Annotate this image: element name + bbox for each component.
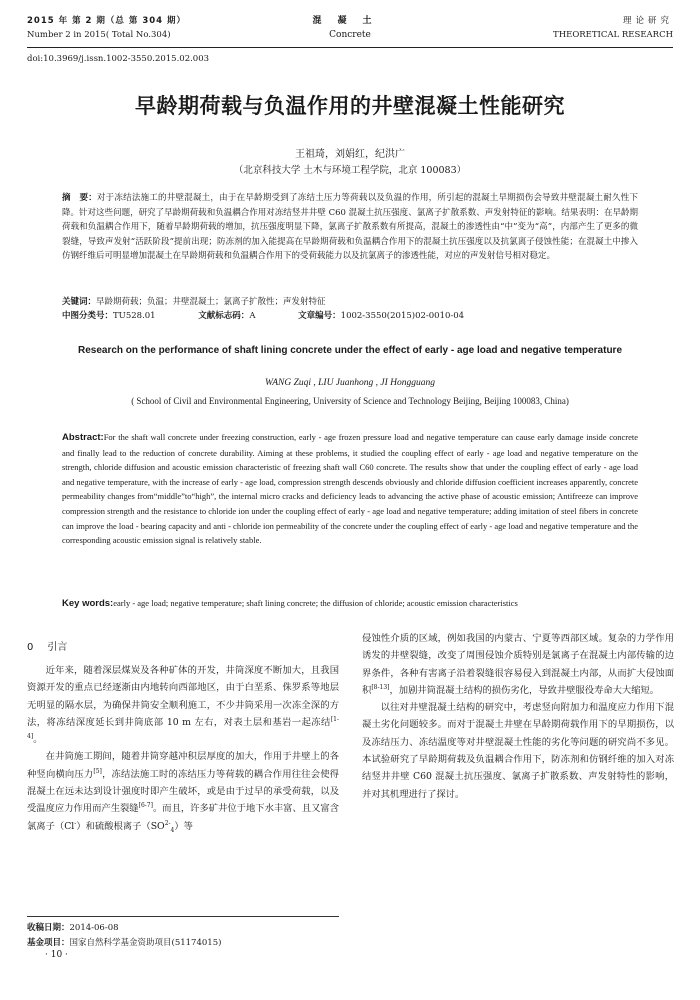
paper-title-en: Research on the performance of shaft lining concrete under the effect of early - age load and negative temperature (77, 345, 623, 356)
header-section-en: THEORETICAL RESEARCH (553, 30, 673, 40)
keywords-en (62, 596, 660, 611)
abstract-cn-label: 摘 要： (62, 193, 97, 203)
body-paragraph-1: 近年来，随着深层煤炭及各种矿体的开发，井筒深度不断加大，且我国资源开发的重点已经逐渐由内地转向西部地区，由于白垩系、侏罗系等地层无明显的隔水层，为确保井筒安全顺利施工，不少井筒采用一次冻全深的方法，将冻结深度延长到井筒底部 10 m 左右，对表土层和基岩一起冻结[1-4]。 (27, 665, 339, 746)
citation: [8-13] (371, 683, 390, 691)
header-issue-cn: 2015 年 第 2 期（总 第 304 期） (27, 16, 187, 26)
affiliation: （北京科技大学 土木与环境工程学院，北京 100083） (233, 165, 467, 176)
body-paragraph-4: 以往对井壁混凝土结构的研究中，考虑竖向附加力和温度应力作用下混凝土劣化问题较多。而对于混凝土井壁在早龄期荷载作用下的早期损伤，以及冻结压力、冻结温度等对井壁混凝土性能的劣化等问题的研究尚不多见。本试验研究了早龄期荷载及负温耦合作用下，防冻剂和仿钢纤维的加入对冻结竖井井壁 C60 混凝土抗压强度、氯离子扩散系数、声发射特性的影响，并对其机理进行了探讨。 (362, 702, 674, 800)
section-title: 引言 (47, 642, 68, 653)
body-column-left (27, 630, 339, 835)
abstract-cn-text: 对于冻结法施工的井壁混凝土，由于在早龄期受到了冻结土压力等荷载以及负温的作用，所引起的混凝土早期损伤会导致井壁混凝土耐久性下降。针对这些问题，研究了早龄期荷载和负温耦合作用对冻结竖井井壁 C60 混凝土抗压强度、氯离子扩散系数、声发射特征的影响。结果表明：在早龄期荷载和负温耦合作用下，随着早龄期荷载的增加，抗压强度明显下降，氯离子扩散系数有所提高，混凝土的渗透性由“中”变为“高”，内部产生了更多的微裂缝，导致声发射“活跃阶段”提前出现；防冻剂的加入能提高在早龄期荷载和负温耦合作用下的混凝土抗压强度以及抗氯离子侵蚀性能；在混凝土中掺入仿钢纤维后可明显增加混凝土在早龄期荷载和负温耦合作用下的受荷载能力以及抗氯离子的渗透性能，对应的声发射信号相对稳定。 (62, 193, 638, 262)
header-section (553, 14, 673, 42)
abstract-en-label: Abstract: (62, 432, 104, 443)
section-number: 0 (27, 642, 34, 653)
received-date: 收稿日期：2014-06-08 (27, 923, 119, 933)
fund-info: 基金项目：国家自然科学基金资助项目(51174015) (27, 938, 222, 948)
clc-value: TU528.01 (113, 311, 156, 321)
classification-line (62, 309, 638, 323)
citation: [1-4] (27, 715, 339, 741)
header-issue-en: Number 2 in 2015( Total No.304) (27, 30, 171, 40)
page-number: · 10 · (45, 950, 68, 960)
body-column-right (362, 630, 674, 803)
keywords-en-label: Key words: (62, 598, 114, 609)
keywords-cn-label: 关键词： (62, 297, 97, 307)
header-journal-cn: 混凝土 (312, 16, 388, 26)
clc-label: 中图分类号： (62, 311, 114, 321)
affiliation-en: ( School of Civil and Environmental Engineering, University of Science and Technology Beijing, Beijing 100083, China) (131, 396, 569, 406)
abstract-en-text: For the shaft wall concrete under freezing construction, early - age frozen pressure load and negative temperature can cause early damage inside concrete and finally lead to the reduction of concrete durability. Aiming at these problems, it studied the coupling effect of early - age load and negative temperature on the strength, chloride diffusion and acoustic emission characteristic of freezing shaft wall C60 concrete. The results show that under the coupling effect of early - age load and negative temperature, with the increase of early - age load, compression strength descends obviously and chloride diffusion coefficient increases apparently, concrete permeability changes from“middle”to“high”, the internal micro cracks and deficiency leads to advancing the active phase of acoustic emission; Antifreeze can improve compression strength and the resistance to chloride ion under the coupling effect of early - age load and negative temperature; adding imitation of steel fibers in concrete can improve the load - bearing capacity and anti - chloride ion permeability of the concrete under the coupling effect of early - age load and negative temperature and the corresponding acoustic emission signal is relatively stable. (62, 432, 638, 546)
keywords-cn-text: 早龄期荷载；负温；井壁混凝土；氯离子扩散性；声发射特征 (96, 297, 326, 307)
doc-code-label: 文献标志码： (198, 311, 250, 321)
body-paragraph-2: 在井筒施工期间，随着井筒穿越冲积层厚度的加大，作用于井壁上的各种竖向横向压力[5]，冻结法施工时的冻结压力等荷载的耦合作用往往会使得混凝土在远未达到设计强度时即产生破坏，或是由于过早的承受荷载，以及受温度应力作用而产生裂缝[6-7]。而且，许多矿井位于地下水丰富、且又富含氯离子（Cl-）和硫酸根离子$(SO^{2-}_4)$等 (27, 751, 339, 834)
author-list-en: WANG Zuqi , LIU Juanhong , JI Hongguang (264, 378, 436, 388)
footnote (27, 916, 339, 951)
doi: doi:10.3969/j.issn.1002-3550.2015.02.003 (27, 54, 210, 64)
running-header (27, 14, 673, 48)
abstract-cn (62, 191, 638, 264)
header-journal-en: Concrete (329, 30, 371, 40)
header-section-cn: 理论研究 (622, 16, 673, 26)
author-list: 王祖琦，刘娟红，纪洪广 (295, 149, 405, 160)
paper-title: 早龄期荷载与负温作用的井壁混凝土性能研究 (135, 94, 565, 118)
section-heading (27, 638, 339, 658)
article-number-label: 文章编号： (298, 311, 341, 321)
citation: [6-7] (138, 802, 153, 810)
body-paragraph-3: 侵蚀性介质的区域，例如我国的内蒙古、宁夏等西部区域。复杂的力学作用诱发的井壁裂缝，改变了周围侵蚀介质特别是氯离子在混凝土内部传输的边界条件，各种有害离子沿着裂缝很容易侵入到混凝土内部，从而扩大侵蚀面积[8-13]，加剧井筒混凝土结构的损伤劣化，导致井壁服役寿命大大缩短。 (362, 633, 674, 696)
article-number-value: 1002-3550(2015)02-0010-04 (340, 311, 465, 321)
citation: [5] (93, 767, 102, 775)
keywords-cn (62, 295, 638, 309)
abstract-en (62, 430, 638, 548)
doc-code-value: A (249, 311, 256, 321)
keywords-en-text: early - age load; negative temperature; shaft lining concrete; the diffusion of chloride; acoustic emission characteristics (113, 598, 518, 608)
